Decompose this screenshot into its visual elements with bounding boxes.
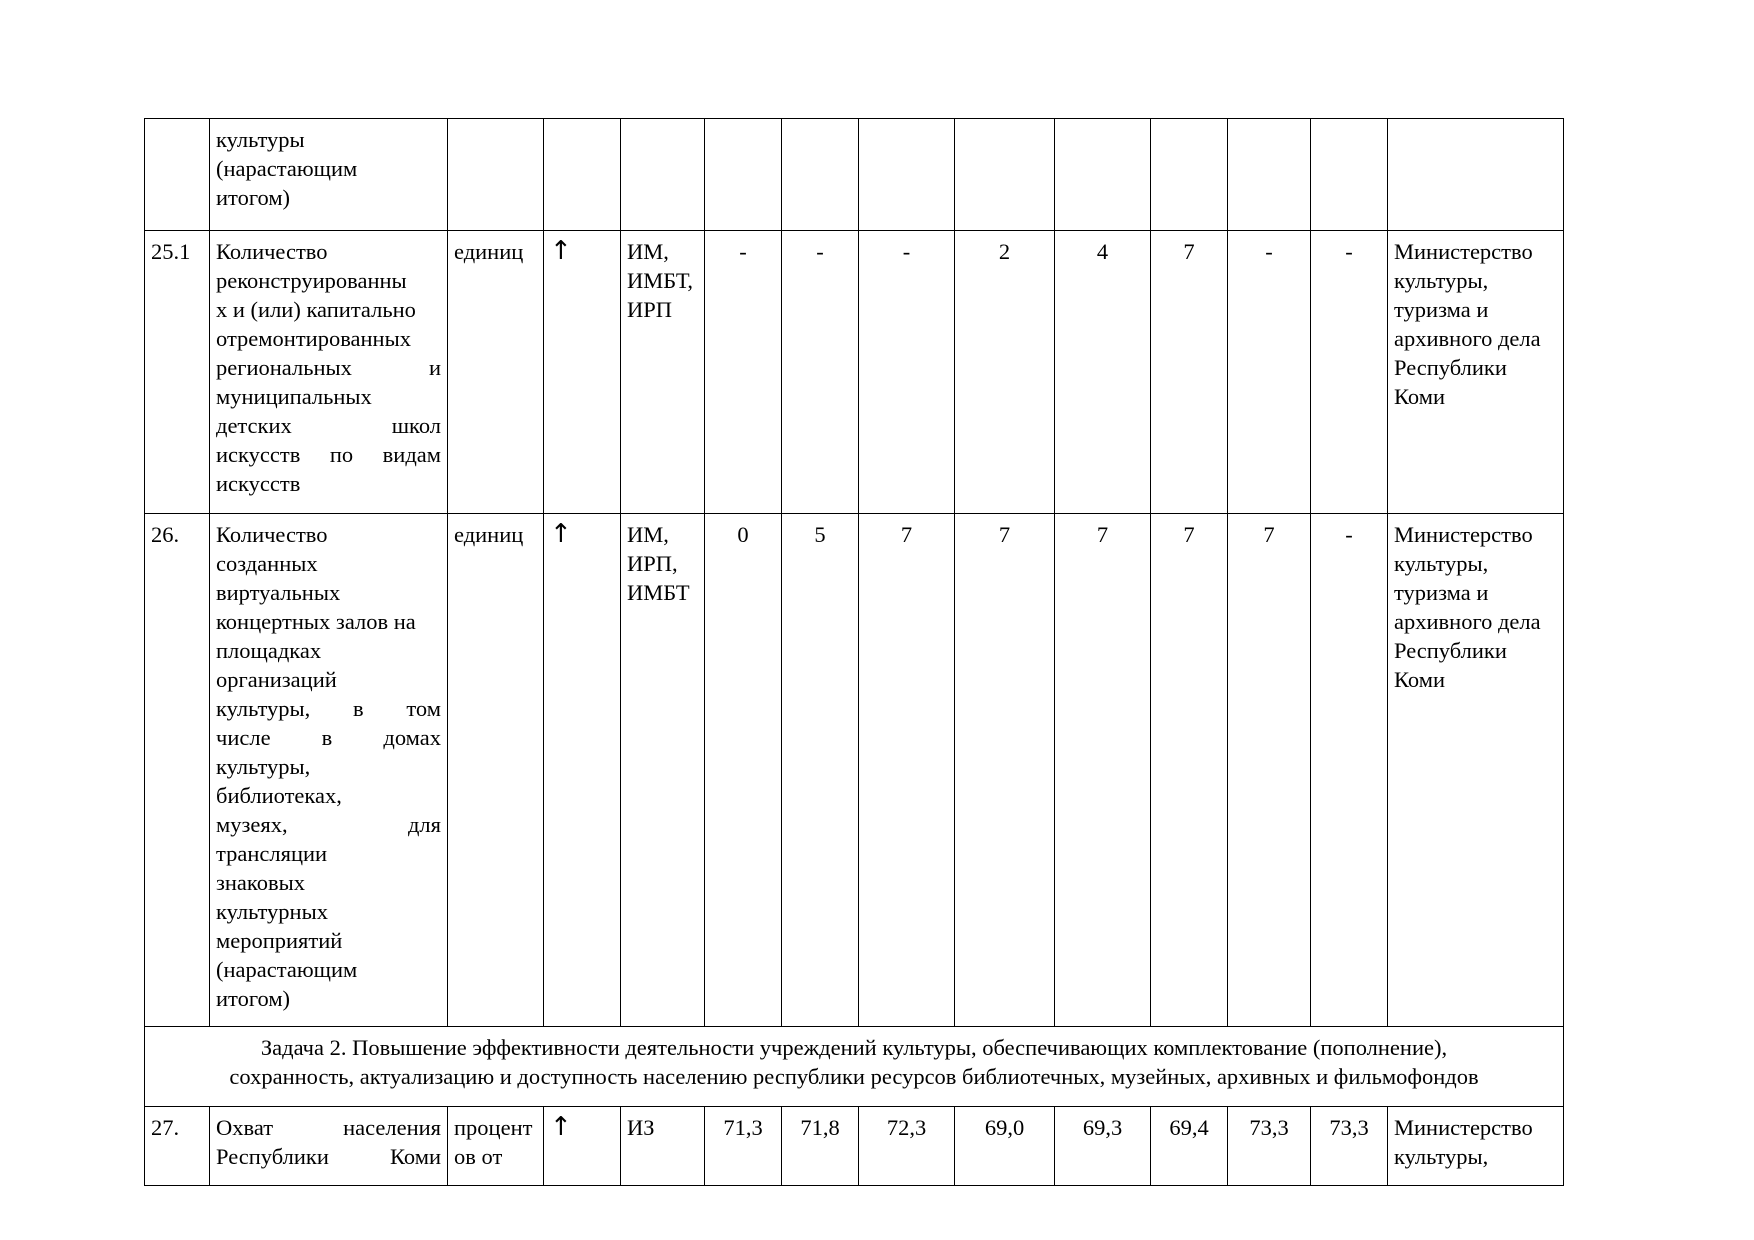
value-cell [955,119,1055,231]
value-cell: 73,3 [1228,1107,1311,1186]
value-cell [859,119,955,231]
arrow-up-icon: ↑ [550,236,572,266]
direction-cell [544,514,621,1027]
value-cell: 5 [782,514,859,1027]
value-cell: 7 [955,514,1055,1027]
value-cell: 71,8 [782,1107,859,1186]
indicators-table [144,118,1564,1186]
value-cell [782,119,859,231]
arrow-up-icon: ↑ [550,1112,572,1142]
table-row [145,1107,1564,1186]
value-cell [1228,119,1311,231]
value-cell: - [705,231,782,514]
task-heading: Задача 2. Повышение эффективности деятельности учреждений культуры, обеспечивающих комплектование (пополнение), сохранность, актуализацию и доступность населению республики ресурсов библиотечных, музейных, архивных и фильмофондов [145,1027,1564,1107]
row-number: 25.1 [145,231,210,514]
direction-cell [544,119,621,231]
indicator-name: Количество созданных виртуальных концертных залов на площадках организаций культуры, в том числе в домах культуры, библиотеках, музеях, для трансляции знаковых культурных мероприятий (нарастающим итогом) [210,514,448,1027]
task-row [145,1027,1564,1107]
value-cell: 0 [705,514,782,1027]
unit-cell [448,119,544,231]
value-cell [1055,119,1151,231]
value-cell: 7 [1055,514,1151,1027]
unit-cell: процентов от [448,1107,544,1186]
value-cell: 69,4 [1151,1107,1228,1186]
table-row [145,514,1564,1027]
direction-cell [544,1107,621,1186]
value-cell: - [1311,231,1388,514]
value-cell: - [1311,514,1388,1027]
row-number: 26. [145,514,210,1027]
value-cell: - [859,231,955,514]
responsible-cell [1388,119,1564,231]
indicator-name: Количество реконструированны х и (или) капитально отремонтированных региональных и муниципальных детских школ искусств по видам искусств [210,231,448,514]
source-cell: ИМ, ИРП, ИМБТ [621,514,705,1027]
value-cell [1311,119,1388,231]
value-cell: - [1228,231,1311,514]
value-cell: 7 [859,514,955,1027]
row-number: 27. [145,1107,210,1186]
value-cell: 2 [955,231,1055,514]
responsible-cell: Министерство культуры, туризма и архивного дела Республики Коми [1388,514,1564,1027]
arrow-up-icon: ↑ [550,519,572,549]
value-cell: 73,3 [1311,1107,1388,1186]
source-cell: ИЗ [621,1107,705,1186]
source-cell: ИМ, ИМБТ, ИРП [621,231,705,514]
table-row [145,119,1564,231]
value-cell: 71,3 [705,1107,782,1186]
table-row [145,231,1564,514]
value-cell [705,119,782,231]
value-cell: 7 [1151,231,1228,514]
value-cell [1151,119,1228,231]
direction-cell [544,231,621,514]
value-cell: 69,3 [1055,1107,1151,1186]
value-cell: 69,0 [955,1107,1055,1186]
unit-cell: единиц [448,514,544,1027]
indicator-name: Охват населения Республики Коми [210,1107,448,1186]
responsible-cell: Министерство культуры, туризма и архивного дела Республики Коми [1388,231,1564,514]
row-number [145,119,210,231]
unit-cell: единиц [448,231,544,514]
value-cell: 7 [1228,514,1311,1027]
indicator-name: культуры (нарастающим итогом) [210,119,448,231]
value-cell: 4 [1055,231,1151,514]
source-cell [621,119,705,231]
responsible-cell: Министерство культуры, [1388,1107,1564,1186]
value-cell: - [782,231,859,514]
value-cell: 7 [1151,514,1228,1027]
value-cell: 72,3 [859,1107,955,1186]
